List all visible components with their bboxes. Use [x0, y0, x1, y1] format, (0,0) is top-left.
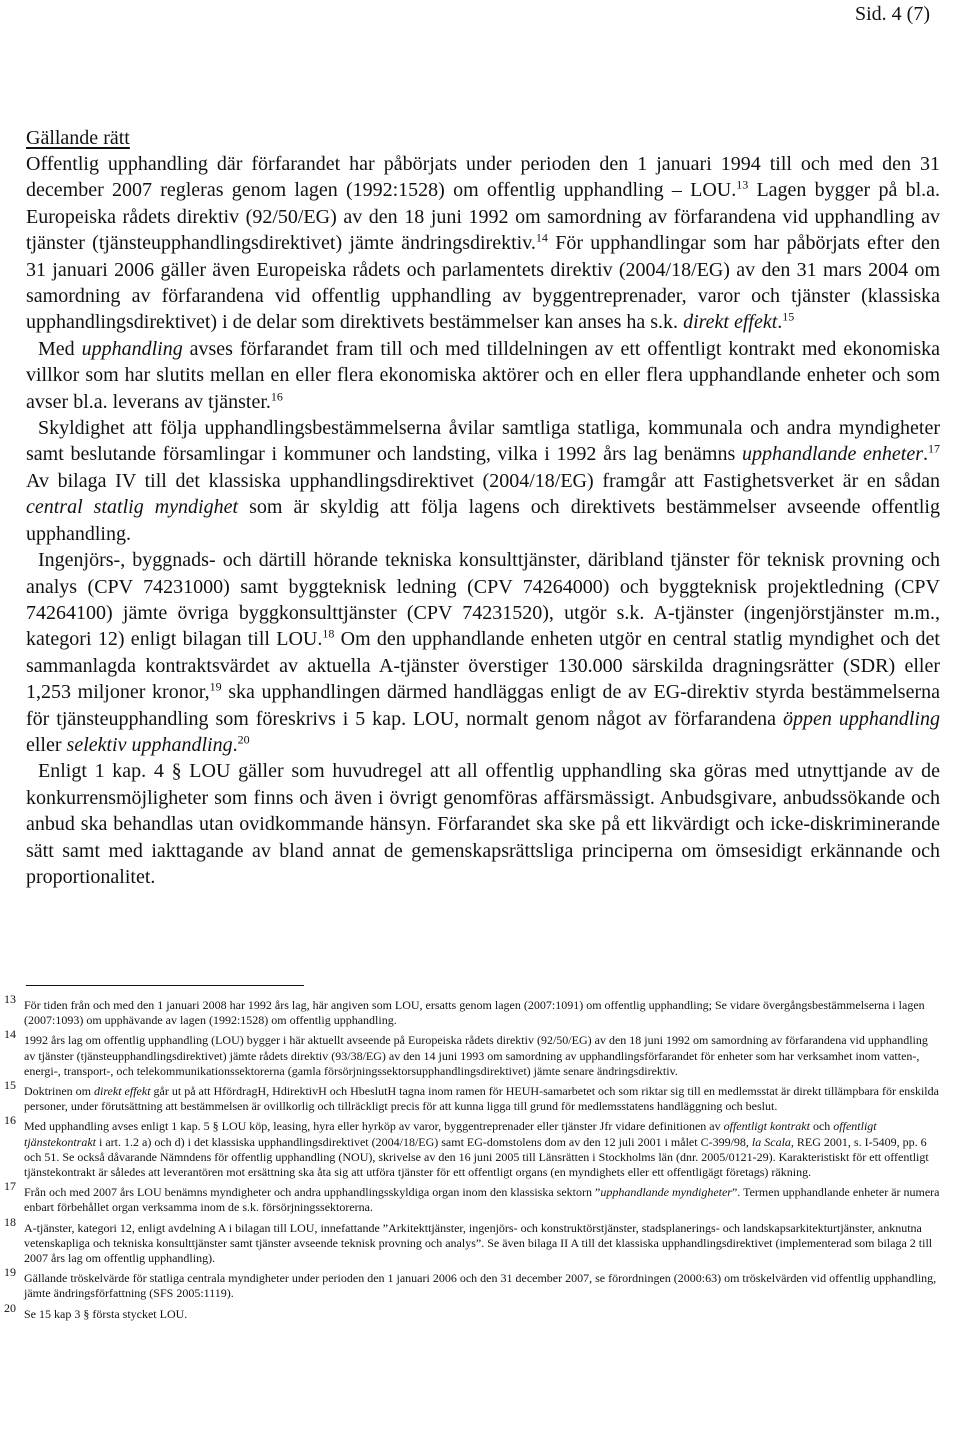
paragraph [26, 758, 940, 890]
footnote-text [24, 1119, 940, 1180]
italic-text: central statlig myndighet [26, 496, 239, 519]
text-run: . [777, 311, 783, 334]
footnote-number: 17 [4, 1179, 16, 1194]
footnote-ref: 15 [782, 309, 795, 324]
footnote-separator [26, 985, 304, 986]
text-run: går ut på att HfördragH, HdirektivH och HbeslutH tagna inom ramen för HEUH-samarbetet och som riktar sig till en medlemsstat är direkt tillämpbara för enskilda personer, under förutsättning att bestämmelsen är ovillkorlig och tillräckligt precis för att kunna ligga till grund för medlemsstatens handläggning och beslut. [24, 1084, 939, 1114]
text-run: Skyldighet att följa upphandlingsbestämmelserna åvilar samtliga statliga, kommunala och andra myndigheter samt beslutande församlingar i kommuner och landsting, vilka i 1992 års lag benämns [26, 417, 940, 466]
text-run: För upphandlingar som har påbörjats efter den 31 januari 2006 gäller även Europeiska rådets och parlamentets direktiv (2004/18/EG) av den 31 mars 2004 om samordning av förfarandena vid offentlig upphandling av byggentreprenader, varor och tjänster (klassiska upphandlingsdirektivet) i de delar som direktivets bestämmelser kan anses ha s.k. [26, 232, 940, 334]
footnote [0, 1179, 940, 1215]
text-run: Enligt 1 kap. 4 § LOU gäller som huvudregel att all offentlig upphandling ska göras med utnyttjande av de konkurrensmöjligheter som finns och även i övrigt genomföras affärsmässigt. Anbudsgivare, anbudssökande och anbud ska behandlas utan ovidkommande hänsyn. Förfarandet ska ske på ett likvärdigt och icke-diskriminerande sätt samt med iakttagande av bland annat de gemenskapsrättsliga principerna om ömsesidigt erkännande och proportionalitet. [26, 760, 940, 888]
footnote-ref: 17 [928, 441, 941, 456]
italic-text: öppen upphandling [783, 707, 940, 730]
footnote [0, 1113, 940, 1180]
body-paragraphs [26, 151, 940, 890]
footnotes [0, 992, 940, 1327]
footnote-text [24, 1084, 940, 1114]
footnote-text [24, 1271, 940, 1301]
text-run: avses förfarandet fram till och med tilldelningen av ett offentligt kontrakt med ekonomiska villkor som har slutits mellan en eller flera ekonomiska aktörer och en eller flera upphandlande enheter och som avser bl.a. leverans av tjänster. [26, 337, 940, 413]
footnote-text [24, 1307, 940, 1322]
text-run: som är skyldig att följa lagens och direktivets bestämmelser avseende offentlig upphandling. [26, 496, 940, 545]
footnote [0, 1214, 940, 1267]
text-run: A-tjänster, kategori 12, enligt avdelning A i bilagan till LOU, innefattande ”Arkitekttjänster, ingenjörs- och konstruktörstjänster, stadsplanerings- och landskapsarkitekturtjänster, anknutna vetenskapliga och tekniska konsulttjänster samt tjänster avseende teknisk provning och analys”. Se även bilaga II A till det klassiska upphandlingsdirektivet (implementerad som bilaga 2 till 2007 års lag om offentlig upphandling). [24, 1220, 933, 1266]
footnote-number: 18 [4, 1214, 16, 1229]
footnote-number: 16 [4, 1113, 16, 1128]
text-run: Lagen bygger på bl.a. Europeiska rådets direktiv (92/50/EG) av den 18 juni 1992 om samordning av förfarandena vid upphandling av tjänster (tjänsteupphandlingsdirektivet) jämte ändringsdirektiv. [26, 179, 941, 255]
text-run: och [809, 1119, 834, 1134]
footnote-ref: 13 [736, 177, 749, 192]
text-run: Med [38, 337, 82, 360]
italic-text: direkt effekt [683, 311, 778, 334]
italic-text: offentligt kontrakt [723, 1119, 810, 1134]
paragraph [26, 415, 940, 547]
footnote-text [24, 1221, 940, 1267]
footnote-number: 15 [4, 1078, 16, 1093]
paragraph [26, 336, 940, 415]
text-run: eller [26, 733, 67, 756]
text-run: Se 15 kap 3 § första stycket LOU. [24, 1306, 188, 1321]
text-run: , REG 2001, s. I-5409, pp. 6 och 51. Se också dåvarande Nämndens för offentlig upphandling (NOU), skrivelse av den 16 juni 2005 till Länsrätten i Stockholms län (dnr. 2005/0121-29). Karakteristiskt för ett offentligt tjänstekontrakt är således att leverantören mot ersättning ska åta sig att utföra tjänster för ett offentligt organs (en myndighets eller ett offentligägt företags) räkning. [24, 1134, 929, 1180]
footnote-text [24, 1185, 940, 1215]
text-run: Av bilaga IV till det klassiska upphandlingsdirektivet (2004/18/EG) framgår att Fastighetsverket är en sådan [26, 469, 940, 492]
footnote-number: 20 [4, 1300, 16, 1315]
footnote-ref: 14 [535, 230, 548, 245]
paragraph [26, 547, 940, 758]
text-run: Ingenjörs-, byggnads- och därtill hörande tekniska konsulttjänster, däribland tjänster för teknisk provning och analys (CPV 74231000) samt byggteknisk ledning (CPV 74264000) och byggteknisk projektledning (CPV 74264100) jämte övriga byggkonsulttjänster (CPV 74231520), utgör s.k. A-tjänster (ingenjörstjänster m.m., kategori 12) enligt bilagan till LOU. [26, 549, 940, 651]
text-run: i art. 1.2 a) och d) i det klassiska upphandlingsdirektivet (2004/18/EG) samt EG-domstolens dom av den 12 juli 2001 i målet C-399/98, [96, 1134, 752, 1149]
footnote-number: 14 [4, 1027, 16, 1042]
text-run: . [232, 733, 238, 756]
main-text [26, 125, 940, 890]
text-run: Från och med 2007 års LOU benämns myndigheter och andra upphandlingsskyldiga organ inom den klassiska sektorn ” [24, 1185, 601, 1200]
text-run: Offentlig upphandling där förfarandet har påbörjats under perioden den 1 januari 1994 till och med den 31 december 2007 regleras genom lagen (1992:1528) om offentlig upphandling – LOU. [26, 153, 940, 202]
text-run: Doktrinen om [24, 1084, 94, 1099]
text-run: Gällande tröskelvärde för statliga centrala myndigheter under perioden den 1 januari 2006 och den 31 december 2007, se förordningen (2000:63) om tröskelvärden vid offentlig upphandling, jämte ändringsförfattning (SFS 2005:1119). [24, 1271, 937, 1301]
italic-text: selektiv upphandling [66, 733, 233, 756]
text-run: ska upphandlingen därmed handläggas enligt de av EG-direktiv styrda bestämmelserna för tjänsteupphandling som föreskrivs i 5 kap. LOU, normalt genom något av förfarandena [26, 681, 940, 730]
italic-text: upphandlande enheter [741, 443, 924, 466]
paragraph [26, 151, 940, 336]
footnote-text [24, 1033, 940, 1079]
footnote-text [24, 998, 940, 1028]
footnote [0, 1078, 940, 1114]
text-run: Om den upphandlande enheten utgör en central statlig myndighet och det sammanlagda kontraktsvärdet av aktuella A-tjänster överstiger 130.000 särskilda dragningsrätter (SDR) eller 1,253 miljoner kronor, [26, 628, 940, 704]
footnote [0, 992, 940, 1028]
footnote-ref: 20 [237, 732, 250, 747]
italic-text: offentligt tjänstekontrakt [24, 1119, 877, 1149]
footnote-number: 13 [4, 992, 16, 1006]
text-run: . [923, 443, 929, 466]
text-run: Med upphandling avses enligt 1 kap. 5 § LOU köp, leasing, hyra eller hyrköp av varor, byggentreprenader eller tjänster Jfr vidare definitionen av [24, 1119, 724, 1134]
italic-text: direkt effekt [94, 1084, 151, 1099]
footnote [0, 1300, 940, 1322]
italic-text: la Scala [751, 1134, 791, 1149]
footnote-ref: 18 [322, 626, 335, 641]
text-run: ”. Termen upphandlande enheter är numera enbart förbehållet organ verksamma inom de s.k. försörjningssektorerna. [24, 1185, 940, 1215]
text-run: 1992 års lag om offentlig upphandling (LOU) bygger i här aktuellt avseende på Europeiska rådets direktiv (92/50/EG) av den 18 juni 1992 om samordning av förfarandena vid upphandling av tjänster (tjänsteupphandlingsdirektivet) jämte rådets direktiv (93/38/EG) av den 14 juni 1993 om samordning av upphandlingsförfarandet för enheter som har verksamhet inom vatten-, energi-, transport-, och telekommunikationssektorerna (gamla försörjningssektorsupphandlingsdirektivet) jämte senare ändringsdirektiv. [24, 1033, 928, 1078]
italic-text: upphandling [81, 337, 183, 360]
footnote-ref: 19 [209, 679, 222, 694]
footnote-number: 19 [4, 1265, 16, 1280]
footnote-ref: 16 [270, 389, 283, 403]
footnote [0, 1027, 940, 1079]
page-number: Sid. 4 (7) [855, 3, 930, 25]
section-heading: Gällande rätt [26, 127, 130, 149]
footnote [0, 1265, 940, 1301]
text-run: För tiden från och med den 1 januari 2008 har 1992 års lag, här angiven som LOU, ersatts genom lagen (2007:1091) om offentlig upphandling; Se vidare övergångsbestämmelserna i lagen (2007:1093) om upphävande av lagen (1992:1528) om offentlig upphandling. [24, 998, 925, 1028]
italic-text: upphandlande myndigheter [600, 1185, 732, 1200]
